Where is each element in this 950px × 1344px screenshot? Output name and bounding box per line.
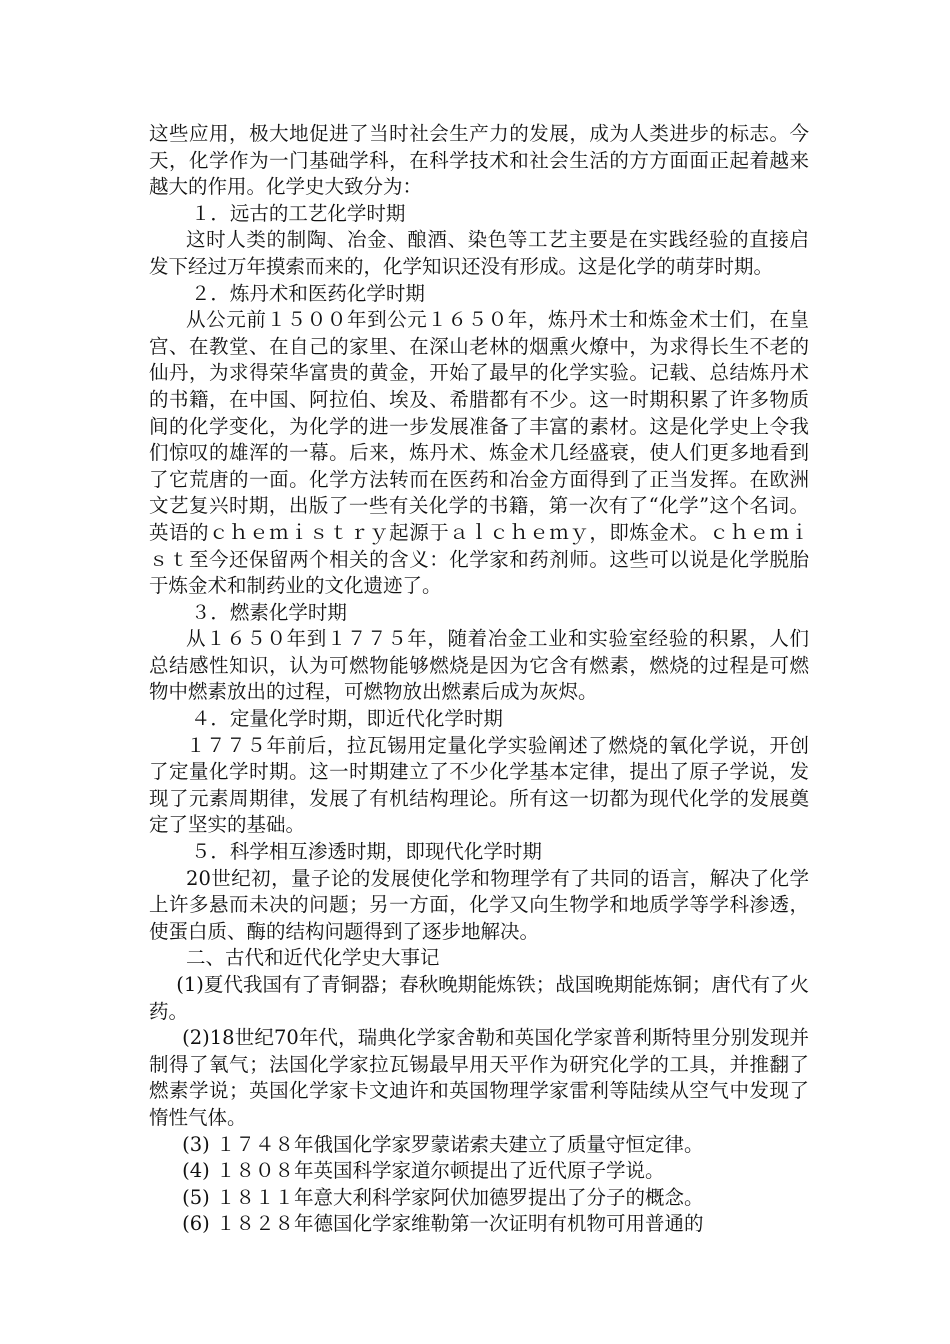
body-paragraph: 20世纪初，量子论的发展使化学和物理学有了共同的语言，解决了化学上许多悬而未决的问题；另一方面，化学又向生物学和地质学等学科渗透，使蛋白质、酶的结构问题得到了逐步地解决。 — [149, 866, 809, 943]
intro-paragraph: 这些应用，极大地促进了当时社会生产力的发展，成为人类进步的标志。今天，化学作为一门基础学科，在科学技术和社会生活的方方面面正起着越来越大的作用。化学史大致分为： — [149, 122, 809, 199]
section-heading: ３．燃素化学时期 — [190, 600, 347, 624]
list-item: (1)夏代我国有了青铜器；春秋晚期能炼铁；战国晚期能炼铜；唐代有了火药。 — [149, 973, 809, 1023]
section-heading: ２．炼丹术和医药化学时期 — [190, 281, 425, 305]
body-paragraph: １７７５年前后，拉瓦锡用定量化学实验阐述了燃烧的氧化学说，开创了定量化学时期。这一时期建立了不少化学基本定律，提出了原子学说，发现了元素周期律，发展了有机结构理论。所有这一切都为现代化学的发展奠定了坚实的基础。 — [149, 733, 809, 837]
list-item: (4) １８０８年英国科学家道尔顿提出了近代原子学说。 — [182, 1159, 665, 1183]
section-heading: ５．科学相互渗透时期，即现代化学时期 — [190, 840, 542, 864]
document-page — [149, 121, 809, 1238]
chapter-heading: 二、古代和近代化学史大事记 — [186, 946, 440, 970]
list-item: (6) １８２８年德国化学家维勒第一次证明有机物可用普通的 — [182, 1212, 704, 1236]
section-heading: １．远古的工艺化学时期 — [190, 201, 406, 225]
list-item: (5) １８１１年意大利科学家阿伏加德罗提出了分子的概念。 — [182, 1185, 704, 1209]
list-item: (3) １７４８年俄国化学家罗蒙诺索夫建立了质量守恒定律。 — [182, 1132, 704, 1156]
list-item: (2)18世纪70年代，瑞典化学家舍勒和英国化学家普利斯特里分别发现并制得了氧气；法国化学家拉瓦锡最早用天平作为研究化学的工具，并推翻了燃素学说；英国化学家卡文迪许和英国物理学家雷利等陆续从空气中发现了惰性气体。 — [149, 1026, 809, 1129]
body-paragraph: 这时人类的制陶、冶金、酿酒、染色等工艺主要是在实践经验的直接启发下经过万年摸索而来的，化学知识还没有形成。这是化学的萌芽时期。 — [149, 228, 809, 278]
section-heading: ４．定量化学时期，即近代化学时期 — [190, 707, 503, 731]
body-paragraph: 从公元前１５００年到公元１６５０年，炼丹术士和炼金术士们，在皇宫、在教堂、在自己的家里、在深山老林的烟熏火燎中，为求得长生不老的仙丹，为求得荣华富贵的黄金，开始了最早的化学实验。记载、总结炼丹术的书籍，在中国、阿拉伯、埃及、希腊都有不少。这一时期积累了许多物质间的化学变化，为化学的进一步发展准备了丰富的素材。这是化学史上令我们惊叹的雄浑的一幕。后来，炼丹术、炼金术几经盛衰，使人们更多地看到了它荒唐的一面。化学方法转而在医药和冶金方面得到了正当发挥。在欧洲文艺复兴时期，出版了一些有关化学的书籍，第一次有了“化学”这个名词。英语的ｃｈｅｍｉｓｔｒｙ起源于ａｌｃｈｅｍｙ，即炼金术。ｃｈｅｍｉｓｔ至今还保留两个相关的含义：化学家和药剂师。这些可以说是化学脱胎于炼金术和制药业的文化遗迹了。 — [149, 308, 809, 598]
body-paragraph: 从１６５０年到１７７５年，随着冶金工业和实验室经验的积累，人们总结感性知识，认为可燃物能够燃烧是因为它含有燃素，燃烧的过程是可燃物中燃素放出的过程，可燃物放出燃素后成为灰烬。 — [149, 627, 809, 704]
